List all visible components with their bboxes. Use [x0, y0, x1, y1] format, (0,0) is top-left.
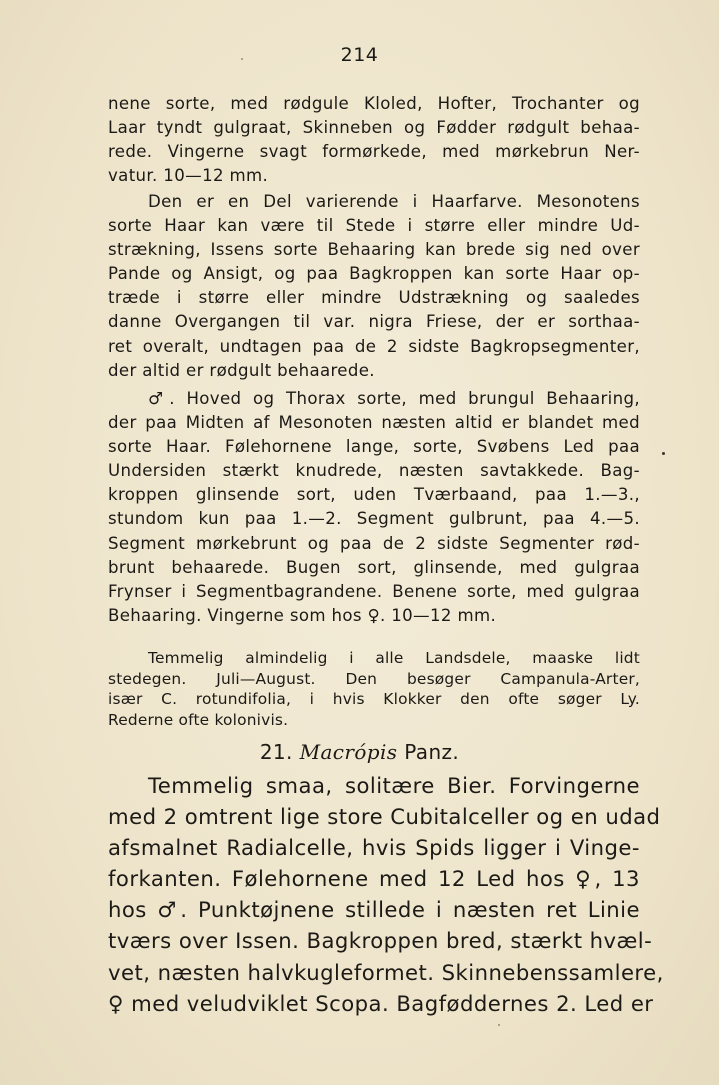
text-line: Rederne ofte kolonivis.	[108, 710, 289, 729]
genus-name: Macrópis	[299, 740, 398, 764]
text-line: ret overalt, undtagen paa de 2 sidste Bagkropsegmenter,	[108, 336, 640, 356]
text-line: hos ♂. Punktøjnene stillede i næsten ret Linie	[108, 897, 640, 923]
text-line: Temmelig smaa, solitære Bier. Forvingerne	[148, 773, 640, 798]
text-line: ♂. Hoved og Thorax sorte, med brungul Behaaring,	[148, 389, 640, 408]
genus-author: Panz.	[404, 740, 460, 764]
text-line: der altid er rødgult behaarede.	[108, 360, 375, 380]
text-line: stundom kun paa 1.—2. Segment gulbrunt, paa 4.—5.	[108, 509, 640, 529]
paper-speck	[662, 452, 665, 455]
text-line: rede. Vingerne svagt formørkede, med mørkebrun Ner-	[108, 142, 640, 162]
text-line: vet, næsten halvkugleformet. Skinnebenssamlere,	[108, 959, 664, 985]
text-line: vatur. 10—12 mm.	[108, 166, 269, 186]
text-line: Undersiden stærkt knudrede, næsten savtakkede. Bag-	[108, 461, 640, 481]
text-line: Den er en Del varierende i Haarfarve. Mesonotens	[148, 192, 640, 211]
text-line: sorte Haar kan være til Stede i større eller mindre Ud-	[108, 216, 640, 236]
text-line: Behaaring. Vingerne som hos ♀. 10—12 mm.	[108, 605, 497, 625]
text-line: der paa Midten af Mesonoten næsten altid er blandet med	[108, 413, 640, 433]
paragraph-male	[108, 387, 640, 628]
section-number: 21.	[259, 740, 293, 764]
text-line: strækning, Issens sorte Behaaring kan brede sig ned over	[108, 240, 640, 260]
paper-speck	[241, 58, 243, 60]
text-line: danne Overgangen til var. nigra Friese, der er sorthaa-	[108, 312, 640, 332]
text-line: stedegen. Juli—August. Den besøger Campanula-Arter,	[108, 669, 640, 688]
text-line: afsmalnet Radialcelle, hvis Spids ligger i Vinge-	[108, 835, 640, 861]
distribution-note	[108, 648, 640, 730]
text-line: træde i større eller mindre Udstrækning og saaledes	[108, 288, 640, 308]
text-line: Pande og Ansigt, og paa Bagkroppen kan sorte Haar op-	[108, 264, 640, 284]
text-line: ♀ med veludviklet Scopa. Bagføddernes 2. Led er	[108, 990, 654, 1016]
text-line: kroppen glinsende sort, uden Tværbaand, paa 1.—3.,	[108, 485, 640, 505]
text-line: Segment mørkebrunt og paa de 2 sidste Segmenter rød-	[108, 533, 640, 553]
genus-description	[108, 770, 664, 1019]
text-line: forkanten. Følehornene med 12 Led hos ♀, 13	[108, 866, 640, 892]
text-line: især C. rotundifolia, i hvis Klokker den ofte søger Ly.	[108, 690, 640, 708]
text-line: tværs over Issen. Bagkroppen bred, stærkt hvæl-	[108, 928, 653, 954]
text-line: Frynser i Segmentbagrandene. Benene sorte, med gulgraa	[108, 581, 640, 601]
text-line: Laar tyndt gulgraat, Skinneben og Fødder rødgult behaa-	[108, 118, 640, 138]
paper-speck	[498, 1024, 500, 1026]
paragraph-variation	[108, 190, 640, 383]
text-line: nene sorte, med rødgule Kloled, Hofter, Trochanter og	[108, 94, 640, 113]
page-number: 214	[340, 44, 379, 66]
text-line: med 2 omtrent lige store Cubitalceller og en udad	[108, 804, 661, 830]
text-line: sorte Haar. Følehornene lange, sorte, Svøbens Led paa	[108, 437, 640, 457]
paragraph-continuation	[108, 92, 640, 188]
text-line: Temmelig almindelig i alle Landsdele, maaske lidt	[148, 649, 640, 667]
text-line: brunt behaarede. Bugen sort, glinsende, med gulgraa	[108, 557, 640, 577]
section-heading	[0, 740, 719, 764]
